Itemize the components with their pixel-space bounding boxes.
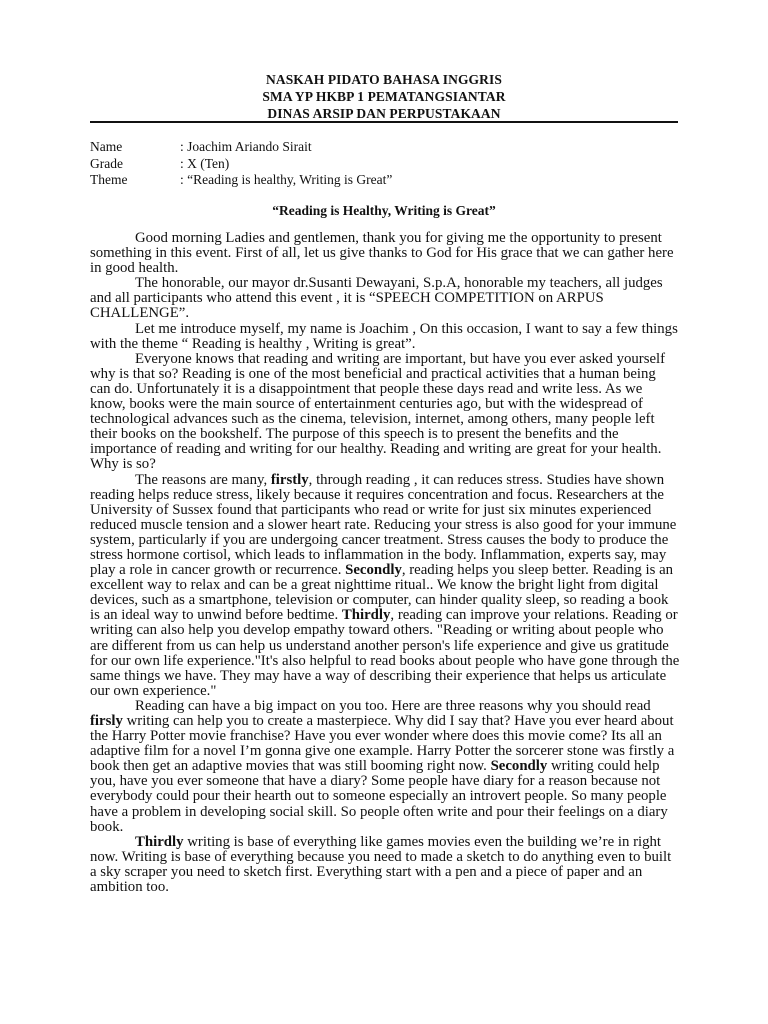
header-divider: [90, 121, 678, 123]
text-segment: writing can help you to create a masterpiece. Why did I say that? Have you ever heard about the Harry Potter movie franchise? Have you ever wonder where does this movie come? Its all an adaptive film for a novel I’m gonna give one example. Harry Potter the sorcerer stone was firstly a book then get an adaptive movies that was still booming right now.: [90, 713, 675, 775]
paragraph-writing-benefits: [90, 699, 680, 835]
paragraph-writing-base: [90, 835, 680, 895]
text-segment: The reasons are many,: [135, 471, 271, 488]
bold-firstly: firstly: [270, 471, 309, 488]
speech-body: [90, 231, 680, 895]
header-line-3: DINAS ARSIP DAN PERPUSTAKAAN: [267, 106, 501, 121]
bold-thirdly: Thirdly: [135, 833, 184, 850]
paragraph-greetings: The honorable, our mayor dr.Susanti Dewayani, S.p.A, honorable my teachers, all judges and all participants who attend this event , it is “SPEECH COMPETITION on ARPUS CHALLENGE”.: [90, 275, 663, 322]
bold-secondly: Secondly: [345, 562, 402, 579]
grade-label: Grade: [90, 155, 123, 171]
header-line-1: NASKAH PIDATO BAHASA INGGRIS: [266, 72, 502, 87]
text-segment: , reading can improve your relations. Reading or writing can also help you develop empathy toward others. "Reading or writing about people who are different from us can help us understand another person's life experience and give us gratitude for our own life experience."It's also helpful to read books about people who have gone through the same things we have. They may have a way of describing their experience that helps us articulate our own experience.": [90, 607, 680, 699]
info-row-name: [90, 139, 392, 156]
header-line-2: SMA YP HKBP 1 PEMATANGSIANTAR: [262, 89, 506, 104]
text-segment: Reading can have a big impact on you too. Here are three reasons why you should read: [135, 697, 651, 714]
bold-secondly: Secondly: [490, 758, 548, 775]
name-value: : Joachim Ariando Sirait: [180, 139, 312, 154]
theme-value: : “Reading is healthy, Writing is Great”: [180, 172, 393, 187]
theme-label: Theme: [90, 172, 128, 187]
grade-value: : X (Ten): [180, 155, 230, 171]
text-segment: writing is base of everything like games movies even the building we’re in right now. Writing is base of everything because you need to made a sketch to do anything even to built a sky scraper you need to sketch first. Everything start with a pen and a piece of paper and an ambition too.: [90, 833, 672, 896]
bold-firsly: firsly: [90, 713, 123, 729]
document-header: [90, 71, 678, 122]
info-row-grade: [90, 156, 392, 173]
paragraph-introduction: Let me introduce myself, my name is Joachim , On this occasion, I want to say a few things with the theme “ Reading is healthy , Writing is great”.: [90, 320, 678, 352]
bold-thirdly: Thirdly: [341, 607, 391, 624]
paragraph-reading-benefits: [90, 473, 680, 699]
paragraph-opening: Good morning Ladies and gentlemen, thank you for giving me the opportunity to present something in this event. First of all, let us give thanks to God for His grace that we can gather here in good health.: [90, 230, 674, 277]
speech-title: “Reading is Healthy, Writing is Great”: [272, 203, 496, 218]
text-segment: , reading helps you sleep better. Reading is an excellent way to relax and can be a great nighttime ritual.. We know the bright light from digital devices, such as a smartphone, television or computer, can hinder quality sleep, so reading a book is an ideal way to unwind before bedtime.: [90, 562, 674, 624]
paragraph-purpose: Everyone knows that reading and writing are important, but have you ever asked yourself why is that so? Reading is one of the most beneficial and practical activities that a human being can do. Unfortunately it is a disappointment that people these days read and write less. As we know, books were the main source of entertainment centuries ago, but with the widespread of technological advances such as the cinema, television, internet, among others, many people left their books on the bookshelf. The purpose of this speech is to present the benefits and the importance of reading and writing for our healthy. Reading and writing are great for your health. Why is so?: [90, 350, 666, 473]
text-segment: , through reading , it can reduces stress. Studies have shown reading helps reduce stress, likely because it requires concentration and focus. Researchers at the University of Sussex found that participants who read or write for just six minutes experienced reduced muscle tension and a slower heart rate. Reducing your stress is also good for your immune system, particularly if you are undergoing cancer treatment. Stress causes the body to produce the stress hormone cortisol, which leads to inflammation in the body. Inflammation, experts say, may play a role in cancer growth or recurrence.: [90, 471, 677, 579]
student-info: [90, 139, 392, 189]
name-label: Name: [90, 139, 123, 154]
text-segment: writing could help you, have you ever someone that have a diary? Some people have diary for a reason because not everybody could pour their hearth out to someone especially an introvert people. So many people have a problem in developing social skill. So people often write and pour their feelings on a diary book.: [90, 758, 668, 835]
info-row-theme: [90, 172, 392, 189]
